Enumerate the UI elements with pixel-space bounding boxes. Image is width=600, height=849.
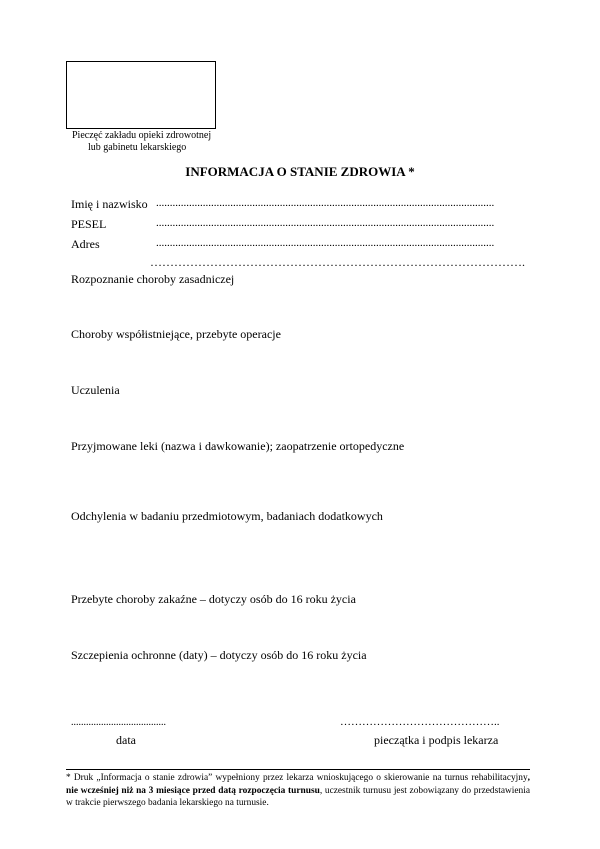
section-allergies: Uczulenia [71, 383, 120, 397]
footnote-bold: , nie wcześniej niż na 3 miesiące przed datą rozpoczęcia turnusu [66, 773, 530, 796]
section-medications: Przyjmowane leki (nazwa i dawkowanie); zaopatrzenie ortopedyczne [71, 439, 405, 453]
stamp-caption-line1: Pieczęć zakładu opieki zdrowotnej [72, 130, 212, 141]
pesel-label: PESEL [71, 217, 107, 231]
stamp-caption-line2: lub gabinetu lekarskiego [88, 142, 187, 153]
name-dots[interactable]: ........................................................................................................................... [156, 197, 495, 209]
address-dots[interactable]: ........................................................................................................................... [156, 237, 495, 249]
section-comorbidities: Choroby współistniejące, przebyte operacje [71, 327, 281, 341]
footnote-part1: * Druk „Informacja o stanie zdrowia” wypełniony przez lekarza wnioskującego o skierowanie na turnus rehabilitacyjny [66, 773, 528, 783]
stamp-box [66, 61, 216, 129]
pesel-dots[interactable]: ........................................................................................................................... [156, 217, 495, 229]
footnote-divider [66, 769, 530, 770]
document-title: INFORMACJA O STANIE ZDROWIA * [185, 164, 415, 179]
signature-dots[interactable]: …………………………………….. [340, 716, 500, 728]
address-label: Adres [71, 237, 100, 251]
section-main-diagnosis: Rozpoznanie choroby zasadniczej [71, 272, 235, 286]
footnote-part2: , uczestnik turnusu jest zobowiązany do przedstawienia w trakcie pierwszego badania lekarskiego na turnusie. [66, 785, 530, 808]
name-label: Imię i nazwisko [71, 197, 148, 211]
date-label: data [116, 733, 136, 747]
section-infectious-diseases: Przebyte choroby zakaźne – dotyczy osób do 16 roku życia [71, 592, 356, 606]
footnote [66, 772, 530, 810]
address-dots-line2[interactable]: …………………………………………………………………………………. [150, 255, 525, 269]
date-dots[interactable]: ...................................... [71, 717, 166, 728]
section-examination-deviations: Odchylenia w badaniu przedmiotowym, badaniach dodatkowych [71, 509, 383, 523]
section-vaccinations: Szczepienia ochronne (daty) – dotyczy osób do 16 roku życia [71, 648, 367, 662]
signature-label: pieczątka i podpis lekarza [374, 733, 499, 747]
